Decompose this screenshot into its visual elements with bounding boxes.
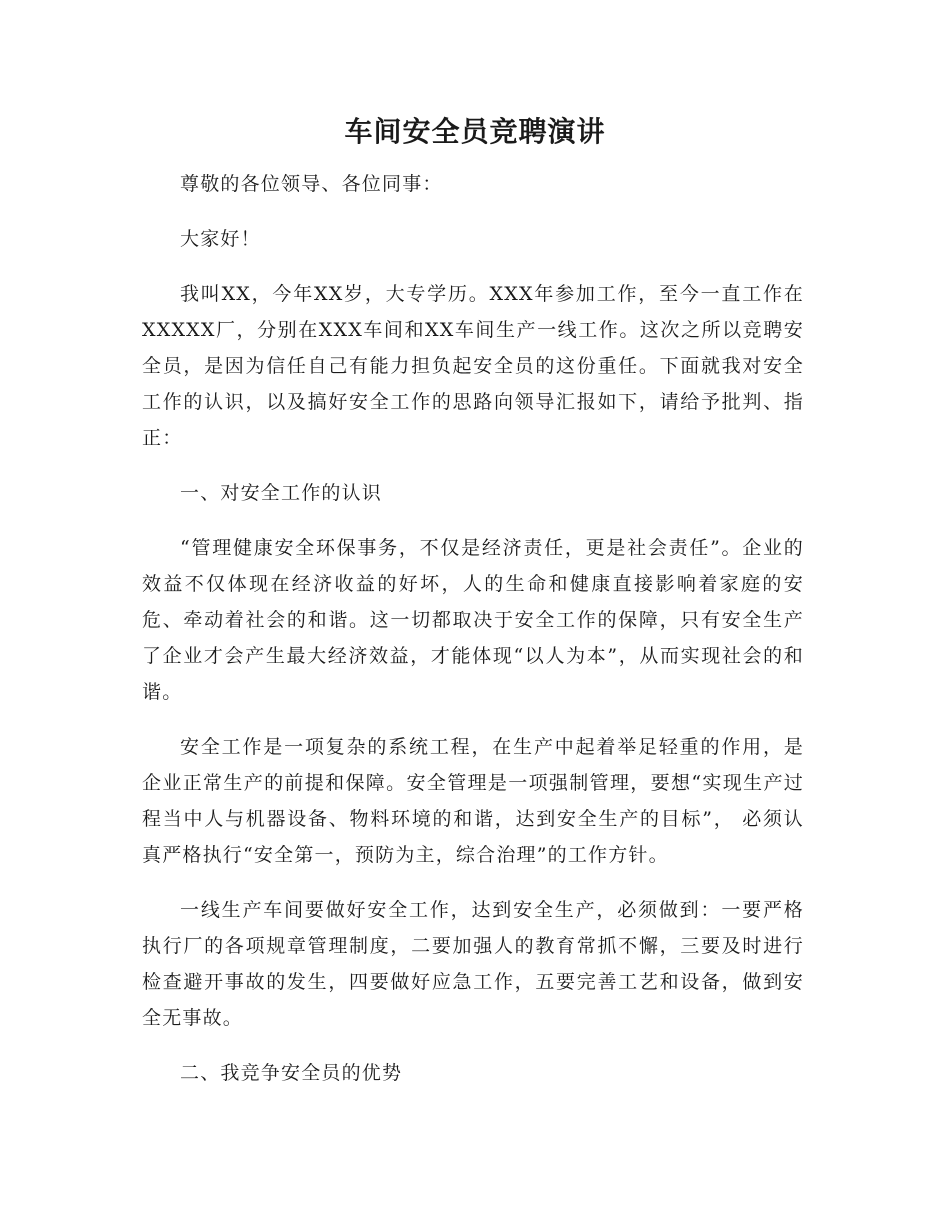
document-body <box>142 166 804 1110</box>
section-heading-2: 二、我竞争安全员的优势 <box>180 1062 403 1084</box>
paragraph-safety-responsibility: “管理健康安全环保事务，不仅是经济责任，更是社会责任”。企业的效益不仅体现在经济收益的好坏，人的生命和健康直接影响着家庭的安危、牵动着社会的和谐。这一切都取决于安全工作的保障，只有安全生产了企业才会产生最大经济效益，才能体现“以人为本”，从而实现社会的和谐。 <box>142 537 804 703</box>
paragraph-workshop-requirements: 一线生产车间要做好安全工作，达到安全生产，必须做到：一要严格执行厂的各项规章管理制度，二要加强人的教育常抓不懈，三要及时进行检查避开事故的发生，四要做好应急工作，五要完善工艺和设备，做到安全无事故。 <box>142 899 804 1029</box>
section-heading-1: 一、对安全工作的认识 <box>180 482 383 504</box>
document-title: 车间安全员竞聘演讲 <box>344 115 606 148</box>
salutation: 尊敬的各位领导、各位同事： <box>180 173 443 195</box>
paragraph-safety-engineering: 安全工作是一项复杂的系统工程，在生产中起着举足轻重的作用，是企业正常生产的前提和保障。安全管理是一项强制管理，要想“实现生产过程当中人与机器设备、物料环境的和谐，达到安全生产的目标”， 必须认真严格执行“安全第一，预防为主，综合治理”的工作方针。 <box>142 736 804 866</box>
greeting: 大家好！ <box>180 228 261 250</box>
paragraph-introduction: 我叫XX，今年XX岁，大专学历。XXX年参加工作，至今一直工作在XXXXX厂，分别在XXX车间和XX车间生产一线工作。这次之所以竞聘安全员，是因为信任自己有能力担负起安全员的这份重任。下面就我对安全工作的认识，以及搞好安全工作的思路向领导汇报如下，请给予批判、指正： <box>142 283 804 449</box>
